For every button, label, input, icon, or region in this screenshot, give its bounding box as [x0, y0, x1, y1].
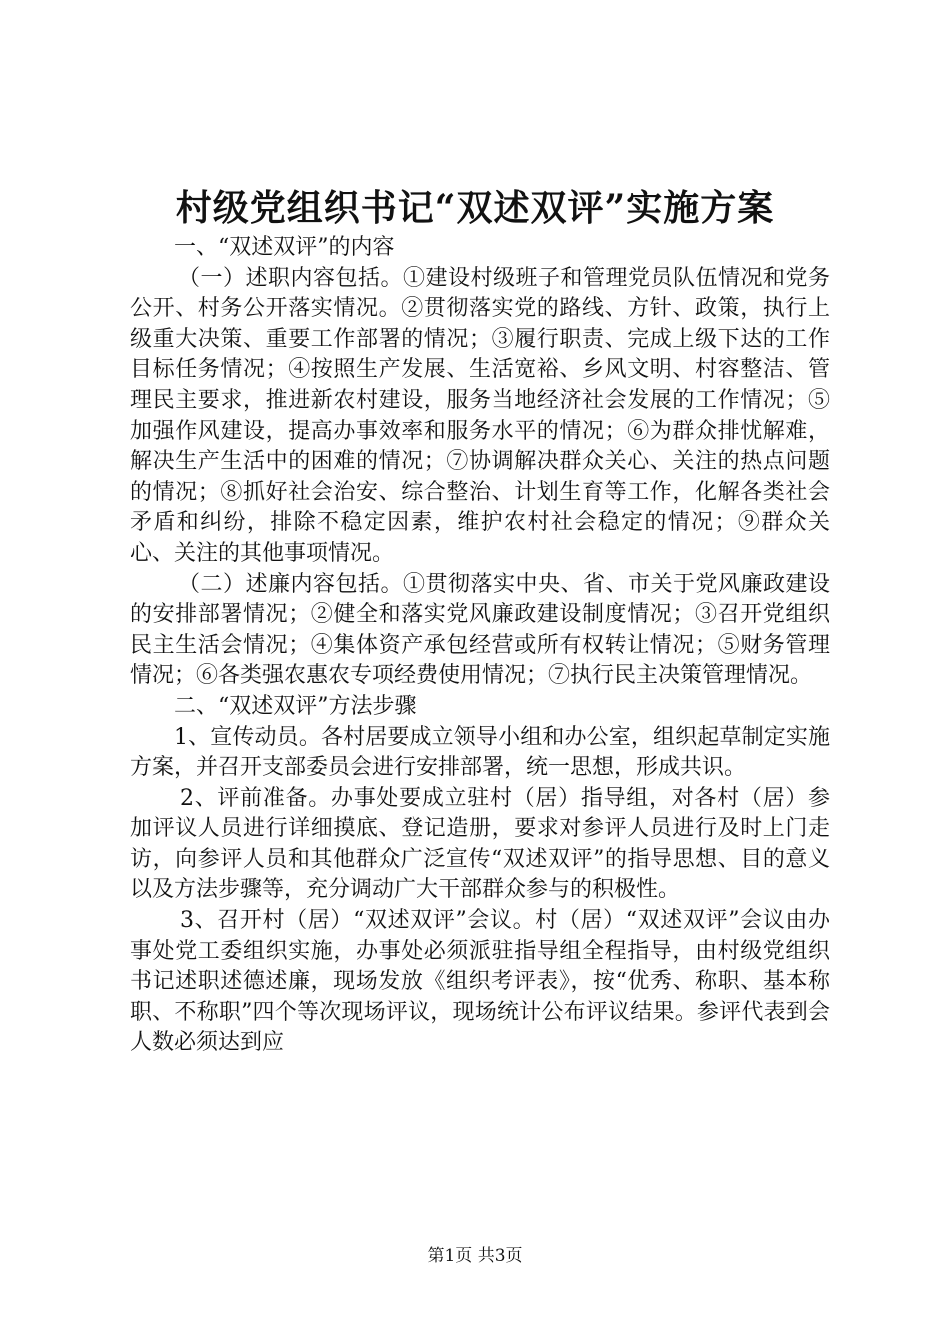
page-footer: 第1页 共3页	[427, 1246, 523, 1266]
paragraph-step-1: 1、宣传动员。各村居要成立领导小组和办公室，组织起草制定实施方案，并召开支部委员会进行安排部署，统一思想，形成共识。	[130, 724, 830, 781]
document-body	[130, 233, 830, 1059]
section-heading-2: 二、“双述双评”方法步骤	[174, 693, 417, 719]
section-heading-1: 一、“双述双评”的内容	[174, 235, 395, 260]
paragraph-step-3: 3、召开村（居）“双述双评”会议。村（居）“双述双评”会议由办事处党工委组织实施，办事处必须派驻指导组全程指导，由村级党组织书记述职述德述廉，现场发放《组织考评表》，按“优秀、称职、基本称职、不称职”四个等次现场评议，现场统计公布评议结果。参评代表到会人数必须达到应	[130, 908, 830, 1056]
paragraph-integrity-report: （二）述廉内容包括。①贯彻落实中央、省、市关于党风廉政建设的安排部署情况；②健全和落实党风廉政建设制度情况；③召开党组织民主生活会情况；④集体资产承包经营或所有权转让情况；⑤财务管理情况；⑥各类强农惠农专项经费使用情况；⑦执行民主决策管理情况。	[130, 571, 830, 689]
paragraph-step-2: 2、评前准备。办事处要成立驻村（居）指导组，对各村（居）参加评议人员进行详细摸底、登记造册，要求对参评人员进行及时上门走访，向参评人员和其他群众广泛宣传“双述双评”的指导思想、目的意义以及方法步骤等，充分调动广大干部群众参与的积极性。	[130, 785, 830, 903]
paragraph-duty-report: （一）述职内容包括。①建设村级班子和管理党员队伍情况和党务公开、村务公开落实情况。②贯彻落实党的路线、方针、政策，执行上级重大决策、重要工作部署的情况；③履行职责、完成上级下达的工作目标任务情况；④按照生产发展、生活宽裕、乡风文明、村容整洁、管理民主要求，推进新农村建设，服务当地经济社会发展的工作情况；⑤加强作风建设，提高办事效率和服务水平的情况；⑥为群众排忧解难，解决生产生活中的困难的情况；⑦协调解决群众关心、关注的热点问题的情况；⑧抓好社会治安、综合整治、计划生育等工作，化解各类社会矛盾和纠纷，排除不稳定因素，维护农村社会稳定的情况；⑨群众关心、关注的其他事项情况。	[130, 265, 830, 566]
document-title: 村级党组织书记“双述双评”实施方案	[175, 187, 775, 229]
